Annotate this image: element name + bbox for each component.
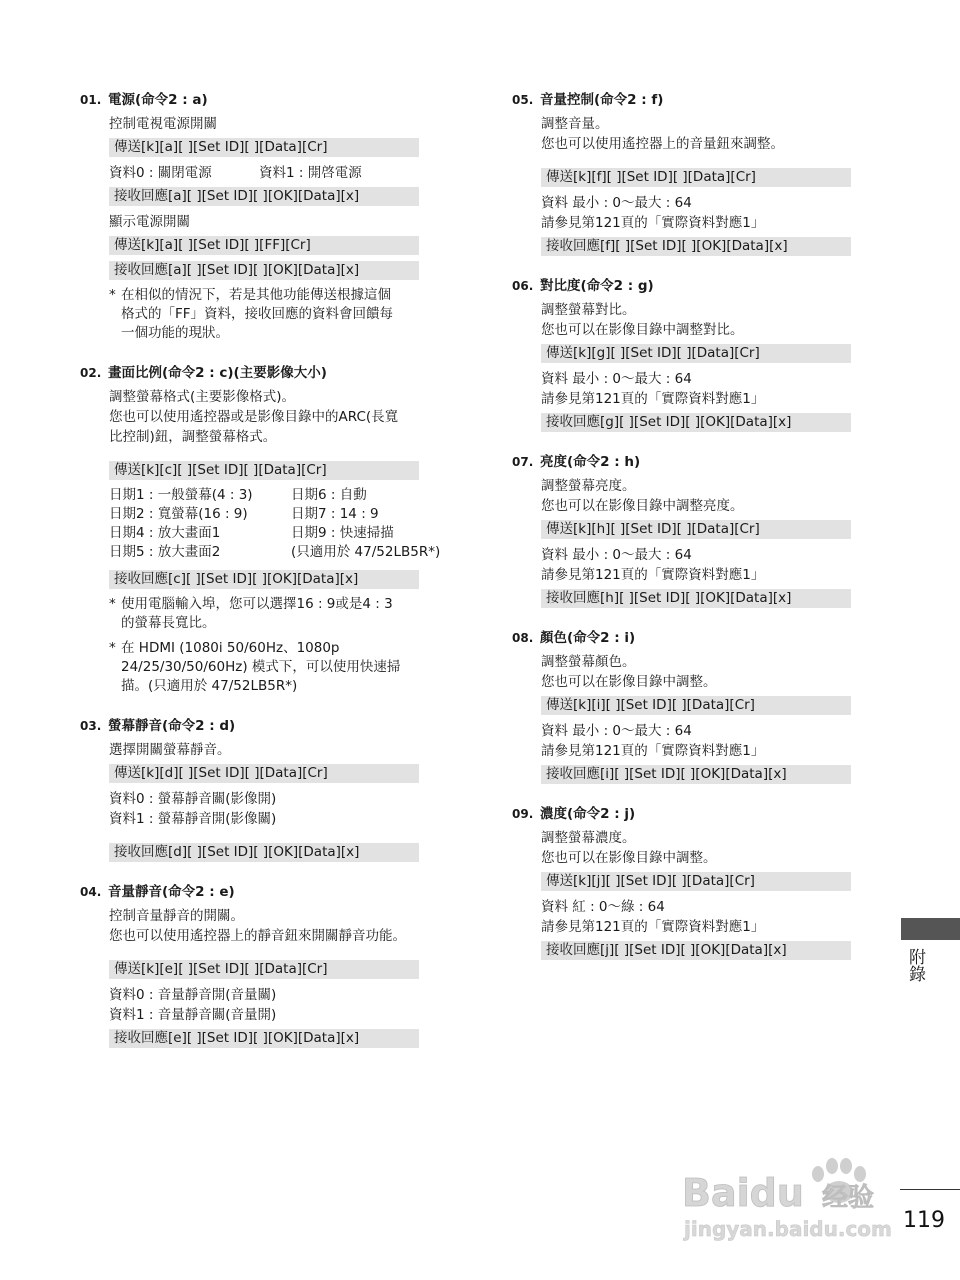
protocol-bar: 接收回應[j][ ][Set ID][ ][OK][Data][x] — [541, 941, 851, 960]
watermark-cn: 经验 — [822, 1183, 875, 1213]
protocol-bar: 接收回應[g][ ][Set ID][ ][OK][Data][x] — [541, 413, 851, 432]
description-line: 資料 紅 : 0～綠 : 64 — [541, 899, 665, 915]
description-line: 資料1 : 音量靜音關(音量開) — [109, 1007, 277, 1023]
asterisk-icon: * — [109, 287, 116, 303]
footnote — [109, 595, 425, 633]
section-title: 音量控制(命令2 : f) — [540, 92, 664, 108]
description-line: 資料 最小 : 0～最大 : 64 — [541, 723, 692, 739]
section-heading — [512, 88, 857, 108]
protocol-bar: 接收回應[e][ ][Set ID][ ][OK][Data][x] — [109, 1029, 419, 1048]
description-line: 控制電視電源開關 — [109, 116, 217, 132]
protocol-bar: 傳送[k][a][ ][Set ID][ ][FF][Cr] — [109, 236, 419, 255]
protocol-bar: 接收回應[h][ ][Set ID][ ][OK][Data][x] — [541, 589, 851, 608]
protocol-bar: 傳送[k][c][ ][Set ID][ ][Data][Cr] — [109, 461, 419, 480]
section-heading — [512, 802, 857, 822]
description-line: 資料0 : 螢幕靜音關(影像開) — [109, 791, 277, 807]
description-line: 請參見第121頁的「實際資料對應1」 — [541, 567, 765, 583]
description-line: 您也可以使用遙控器或是影像目錄中的ARC(長寬 — [109, 409, 399, 425]
command-section — [512, 802, 857, 960]
section-heading — [80, 88, 425, 108]
protocol-bar: 傳送[k][i][ ][Set ID][ ][Data][Cr] — [541, 696, 851, 715]
section-title: 電源(命令2 : a) — [108, 92, 208, 108]
page-number-rule — [900, 1189, 960, 1190]
description-line: 您也可以在影像目錄中調整。 — [541, 674, 717, 690]
description-line: 調整音量。 — [541, 116, 609, 132]
footnote-text: 在相似的情況下，若是其他功能傳送根據這個 格式的「FF」資料，接收回應的資料會回饋每 一個功能的現狀。 — [121, 287, 394, 341]
command-section — [512, 626, 857, 784]
section-title: 濃度(命令2 : j) — [540, 806, 636, 822]
command-section — [80, 88, 425, 343]
section-heading — [512, 450, 857, 470]
command-section — [80, 880, 425, 1048]
description-line: 資料 最小 : 0～最大 : 64 — [541, 195, 692, 211]
protocol-bar: 接收回應[f][ ][Set ID][ ][OK][Data][x] — [541, 237, 851, 256]
spacer — [80, 946, 425, 956]
section-heading — [512, 274, 857, 294]
protocol-bar: 傳送[k][j][ ][Set ID][ ][Data][Cr] — [541, 872, 851, 891]
protocol-bar: 接收回應[a][ ][Set ID][ ][OK][Data][x] — [109, 261, 419, 280]
section-number: 08. — [512, 631, 534, 645]
watermark-url: jingyan.baidu.com — [684, 1217, 892, 1241]
section-title: 螢幕靜音(命令2 : d) — [108, 718, 236, 734]
description-line: 請參見第121頁的「實際資料對應1」 — [541, 391, 765, 407]
description-line: 請參見第121頁的「實際資料對應1」 — [541, 919, 765, 935]
protocol-bar: 傳送[k][h][ ][Set ID][ ][Data][Cr] — [541, 520, 851, 539]
spacer — [80, 829, 425, 839]
section-number: 09. — [512, 807, 534, 821]
protocol-bar: 傳送[k][f][ ][Set ID][ ][Data][Cr] — [541, 168, 851, 187]
description-line: 比控制)鈕，調整螢幕格式。 — [109, 429, 277, 445]
protocol-bar: 傳送[k][a][ ][Set ID][ ][Data][Cr] — [109, 138, 419, 157]
section-number: 01. — [80, 93, 102, 107]
section-number: 02. — [80, 366, 102, 380]
section-heading — [512, 626, 857, 646]
description-line: 選擇開關螢幕靜音。 — [109, 742, 231, 758]
asterisk-icon: * — [109, 640, 116, 656]
footnote — [109, 639, 425, 696]
section-number: 07. — [512, 455, 534, 469]
data-value-b: 資料1 : 開啓電源 — [259, 165, 362, 181]
description-line: 控制音量靜音的開關。 — [109, 908, 244, 924]
description-line: 調整螢幕對比。 — [541, 302, 636, 318]
right-column — [512, 88, 857, 978]
appendix-label: 附錄 — [905, 948, 925, 982]
command-section — [80, 361, 441, 696]
left-column — [80, 88, 441, 1066]
spacer — [80, 447, 425, 457]
watermark-brand: Baidu — [682, 1171, 804, 1215]
description-line: 資料 最小 : 0～最大 : 64 — [541, 371, 692, 387]
section-number: 05. — [512, 93, 534, 107]
section-heading — [80, 880, 425, 900]
section-title: 顏色(命令2 : i) — [540, 630, 636, 646]
page-number: 119 — [903, 1208, 945, 1233]
section-number: 03. — [80, 719, 102, 733]
description-line: 調整螢幕濃度。 — [541, 830, 636, 846]
command-section — [512, 88, 857, 256]
description-line: 調整螢幕亮度。 — [541, 478, 636, 494]
description-line: 請參見第121頁的「實際資料對應1」 — [541, 215, 765, 231]
protocol-bar: 接收回應[d][ ][Set ID][ ][OK][Data][x] — [109, 843, 419, 862]
protocol-bar: 傳送[k][d][ ][Set ID][ ][Data][Cr] — [109, 764, 419, 783]
section-number: 04. — [80, 885, 102, 899]
spacer — [512, 154, 857, 164]
section-heading — [80, 361, 425, 381]
asterisk-icon: * — [109, 596, 116, 612]
description-line: 請參見第121頁的「實際資料對應1」 — [541, 743, 765, 759]
description-line: 調整螢幕格式(主要影像格式)。 — [109, 389, 296, 405]
protocol-bar: 接收回應[a][ ][Set ID][ ][OK][Data][x] — [109, 187, 419, 206]
description-line: 資料0 : 音量靜音開(音量關) — [109, 987, 277, 1003]
description-line: 資料1 : 螢幕靜音開(影像關) — [109, 811, 277, 827]
section-number: 06. — [512, 279, 534, 293]
command-section — [512, 450, 857, 608]
protocol-bar: 接收回應[c][ ][Set ID][ ][OK][Data][x] — [109, 570, 419, 589]
options-col-b: 日期6 : 自動 日期7 : 14 : 9 日期9 : 快速掃描 (只適用於 47/52LB5R*) — [291, 487, 441, 560]
description-line: 調整螢幕顏色。 — [541, 654, 636, 670]
section-heading — [80, 714, 425, 734]
footnote-text: 使用電腦輸入埠，您可以選擇16 : 9或是4 : 3 的螢幕長寬比。 — [121, 596, 393, 631]
aspect-options-grid — [109, 486, 441, 562]
description-line: 您也可以在影像目錄中調整。 — [541, 850, 717, 866]
protocol-bar: 傳送[k][e][ ][Set ID][ ][Data][Cr] — [109, 960, 419, 979]
description-line: 您也可以在影像目錄中調整對比。 — [541, 322, 744, 338]
data-value-a: 資料0 : 關閉電源 — [109, 165, 212, 181]
protocol-bar: 傳送[k][g][ ][Set ID][ ][Data][Cr] — [541, 344, 851, 363]
footnote — [109, 286, 425, 343]
section-title: 音量靜音(命令2 : e) — [108, 884, 235, 900]
description-line: 您也可以使用遙控器上的靜音鈕來開關靜音功能。 — [109, 928, 406, 944]
data-pair — [109, 163, 425, 183]
command-section — [512, 274, 857, 432]
section-title: 對比度(命令2 : g) — [540, 278, 654, 294]
description-line: 您也可以使用遙控器上的音量鈕來調整。 — [541, 136, 784, 152]
description-line: 您也可以在影像目錄中調整亮度。 — [541, 498, 744, 514]
command-section — [80, 714, 425, 862]
options-col-a: 日期1 : 一般螢幕(4 : 3) 日期2 : 寬螢幕(16 : 9) 日期4 : 放大畫面1 日期5 : 放大畫面2 — [109, 487, 253, 560]
section-title: 畫面比例(命令2 : c)(主要影像大小) — [108, 365, 327, 381]
section-title: 亮度(命令2 : h) — [540, 454, 641, 470]
protocol-bar: 接收回應[i][ ][Set ID][ ][OK][Data][x] — [541, 765, 851, 784]
baidu-watermark — [680, 1136, 905, 1246]
appendix-tab — [901, 918, 960, 940]
description-line: 資料 最小 : 0～最大 : 64 — [541, 547, 692, 563]
description-line: 顯示電源開關 — [109, 214, 190, 230]
footnote-text: 在 HDMI (1080i 50/60Hz、1080p 24/25/30/50/60Hz) 模式下，可以使用快速掃 描。(只適用於 47/52LB5R*) — [121, 640, 401, 694]
